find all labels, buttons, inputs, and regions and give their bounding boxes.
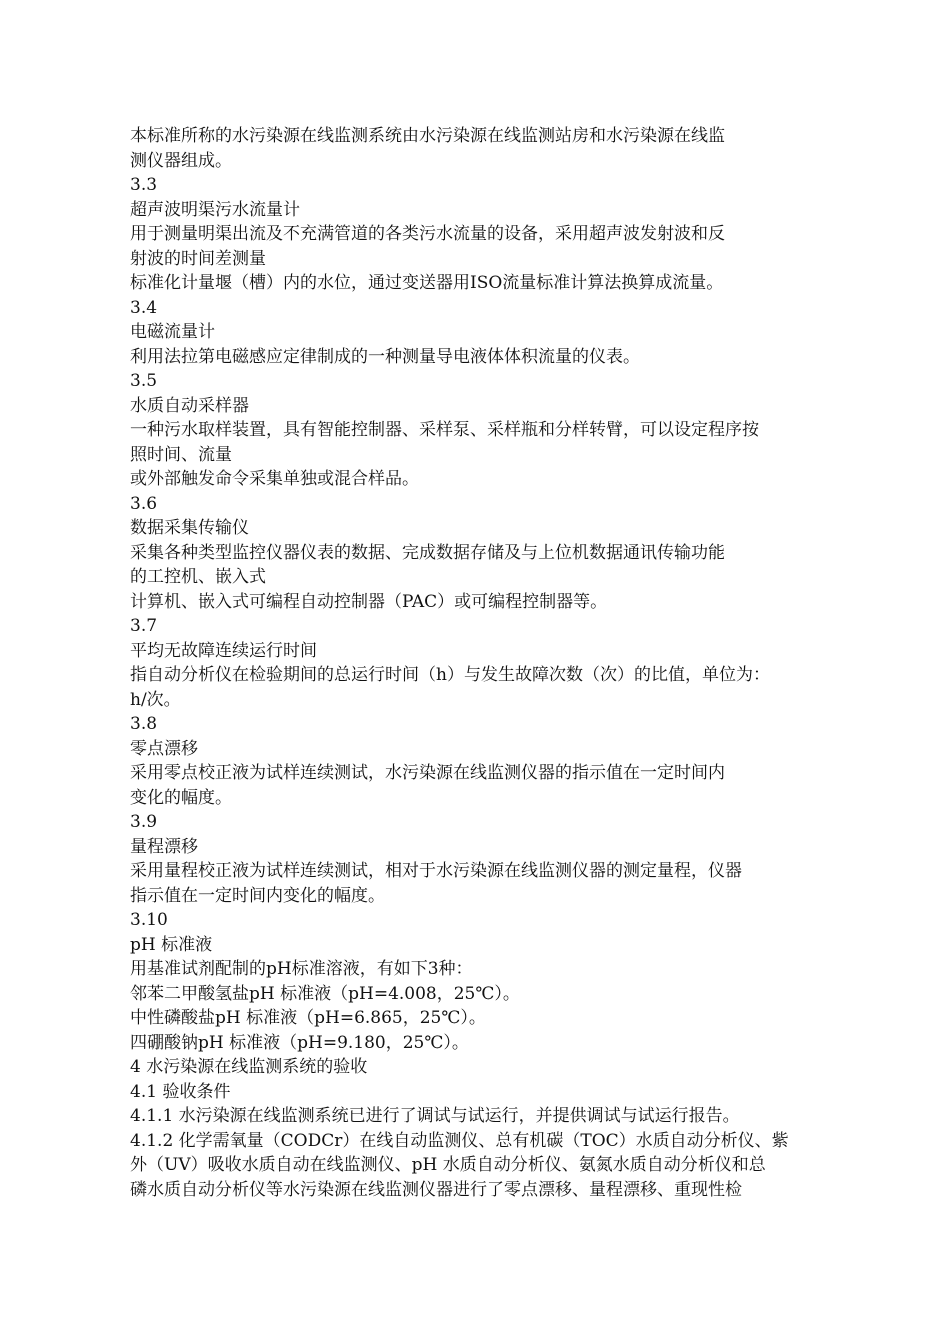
term-title: 电磁流量计	[130, 322, 215, 342]
term-title: 超声波明渠污水流量计	[130, 199, 300, 220]
term-title: 水质自动采样器	[130, 395, 249, 416]
section-number: 3.8	[130, 714, 158, 734]
text-line: 中性磷酸盐pH 标准液（pH=6.865，25℃）。	[130, 1008, 486, 1028]
section-number: 3.6	[130, 493, 158, 514]
text-line: 4.1.2 化学需氧量（CODCr）在线自动监测仪、总有机碳（TOC）水质自动分析仪、紫	[130, 1130, 789, 1151]
text-line: 磷水质自动分析仪等水污染源在线监测仪器进行了零点漂移、量程漂移、重现性检	[130, 1179, 742, 1200]
text-line: 指自动分析仪在检验期间的总运行时间（h）与发生故障次数（次）的比值，单位为：	[130, 665, 770, 685]
section-number: 3.10	[130, 910, 168, 930]
document-body	[130, 124, 820, 1202]
text-line: 采用零点校正液为试样连续测试，水污染源在线监测仪器的指示值在一定时间内	[130, 763, 725, 783]
text-line: 测仪器组成。	[130, 150, 232, 171]
text-line: 四硼酸钠pH 标准液（pH=9.180，25℃）。	[130, 1032, 469, 1053]
term-title: pH 标准液	[130, 934, 213, 955]
section-heading: 4 水污染源在线监测系统的验收	[130, 1057, 368, 1077]
section-number: 3.5	[130, 371, 158, 391]
text-line: 用基准试剂配制的pH标准溶液，有如下3种：	[130, 959, 473, 979]
subsection-heading: 4.1 验收条件	[130, 1081, 231, 1102]
text-line: 的工控机、嵌入式	[130, 567, 266, 587]
text-line: 照时间、流量	[130, 444, 232, 465]
text-line: 用于测量明渠出流及不充满管道的各类污水流量的设备，采用超声波发射波和反	[130, 224, 725, 244]
text-line: 计算机、嵌入式可编程自动控制器（PAC）或可编程控制器等。	[130, 591, 608, 612]
text-line: 采集各种类型监控仪器仪表的数据、完成数据存储及与上位机数据通讯传输功能	[130, 542, 725, 563]
text-line: 邻苯二甲酸氢盐pH 标准液（pH=4.008，25℃）。	[130, 983, 520, 1004]
text-line: h/次。	[130, 689, 181, 710]
text-line: 指示值在一定时间内变化的幅度。	[130, 885, 385, 906]
term-title: 零点漂移	[130, 738, 198, 759]
text-line: 或外部触发命令采集单独或混合样品。	[130, 469, 419, 489]
section-number: 3.7	[130, 616, 158, 636]
text-line: 4.1.1 水污染源在线监测系统已进行了调试与试运行，并提供调试与试运行报告。	[130, 1106, 740, 1126]
text-line: 利用法拉第电磁感应定律制成的一种测量导电液体体积流量的仪表。	[130, 346, 640, 367]
text-line: 本标准所称的水污染源在线监测系统由水污染源在线监测站房和水污染源在线监	[130, 126, 725, 146]
text-line: 外（UV）吸收水质自动在线监测仪、pH 水质自动分析仪、氨氮水质自动分析仪和总	[130, 1155, 766, 1175]
section-number: 3.3	[130, 175, 158, 195]
text-line: 标准化计量堰（槽）内的水位，通过变送器用ISO流量标准计算法换算成流量。	[130, 273, 724, 293]
term-title: 数据采集传输仪	[130, 518, 249, 538]
term-title: 平均无故障连续运行时间	[130, 640, 317, 661]
text-line: 一种污水取样装置，具有智能控制器、采样泵、采样瓶和分样转臂，可以设定程序按	[130, 420, 759, 440]
text-line: 变化的幅度。	[130, 787, 232, 808]
text-line: 采用量程校正液为试样连续测试，相对于水污染源在线监测仪器的测定量程，仪器	[130, 861, 742, 881]
section-number: 3.4	[130, 297, 158, 318]
text-line: 射波的时间差测量	[130, 248, 266, 269]
section-number: 3.9	[130, 812, 158, 832]
term-title: 量程漂移	[130, 836, 198, 857]
